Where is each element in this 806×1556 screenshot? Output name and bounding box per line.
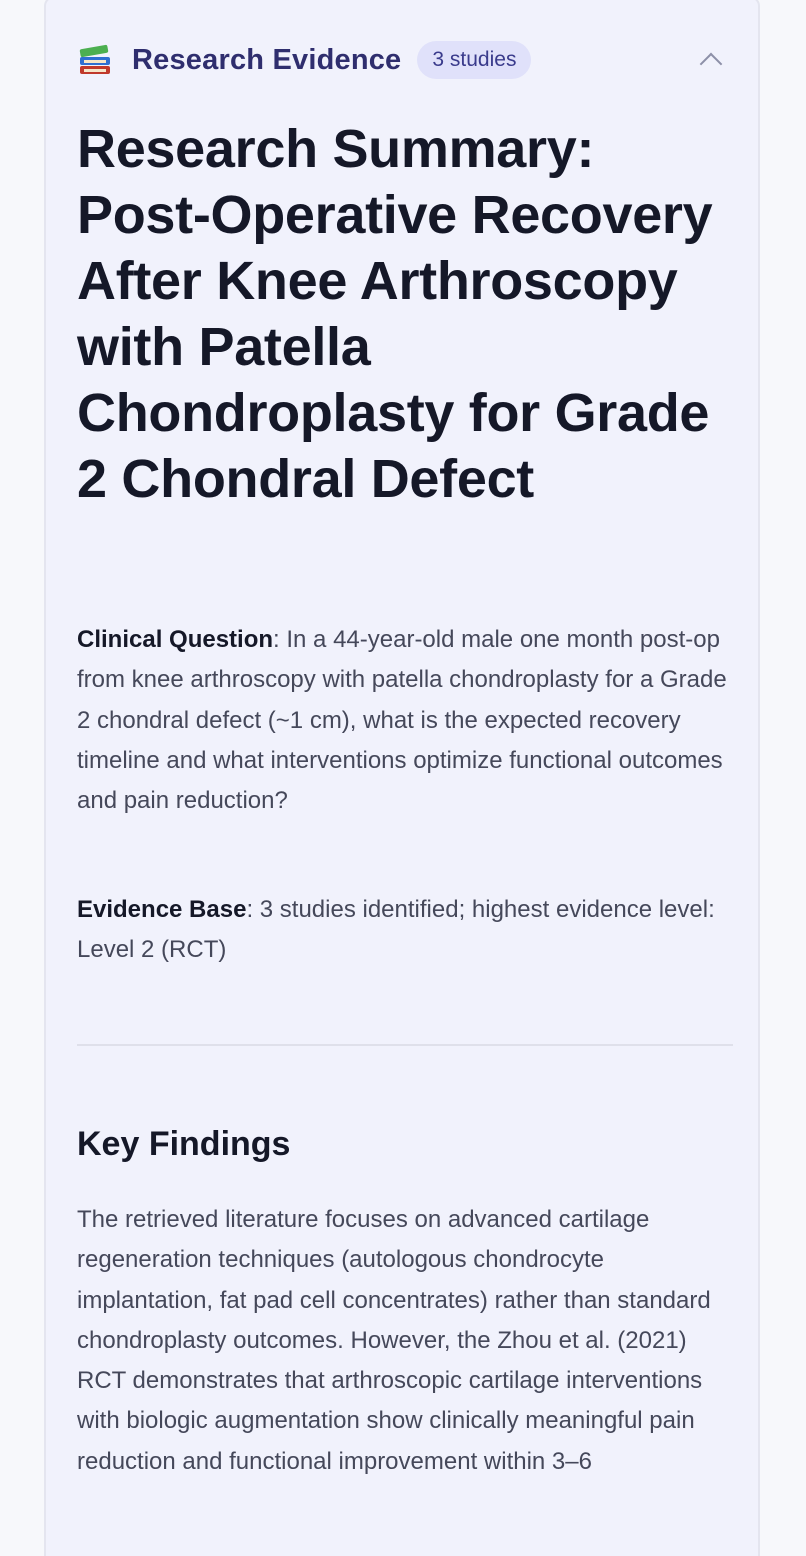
panel-title: Research Evidence <box>132 43 402 76</box>
summary-title: Research Summary: Post-Operative Recovery After Knee Arthroscopy with Patella Chondroplasty for Grade 2 Chondral Defect <box>77 119 713 509</box>
chevron-up-icon <box>700 53 723 76</box>
study-count-badge: 3 studies <box>417 41 531 79</box>
section-divider <box>77 1044 733 1046</box>
clinical-question <box>77 620 737 821</box>
evidence-base-label: Evidence Base <box>77 896 247 923</box>
clinical-question-text: : In a 44-year-old male one month post-op from knee arthroscopy with patella chondroplasty for a Grade 2 chondral defect (~1 cm), what is the expected recovery timeline and what interventions optimize functional outcomes and pain reduction? <box>77 626 727 815</box>
research-evidence-panel <box>44 0 760 1556</box>
panel-header[interactable] <box>78 40 728 80</box>
key-findings-heading: Key Findings <box>77 1125 291 1163</box>
evidence-base <box>77 890 737 971</box>
panel-content <box>77 116 737 1475</box>
evidence-base-text: : 3 studies identified; highest evidence level: Level 2 (RCT) <box>77 896 715 964</box>
books-icon <box>78 43 112 77</box>
key-findings-text: The retrieved literature focuses on advanced cartilage regeneration techniques (autologous chondrocyte implantation, fat pad cell concentrates) rather than standard chondroplasty outcomes. However, the Zhou et al. (2021) RCT demonstrates that arthroscopic cartilage interventions with biologic augmentation show clinically meaningful pain reduction and functional improvement within 3–6 <box>77 1206 711 1475</box>
clinical-question-label: Clinical Question <box>77 626 274 653</box>
collapse-button[interactable] <box>694 43 728 77</box>
